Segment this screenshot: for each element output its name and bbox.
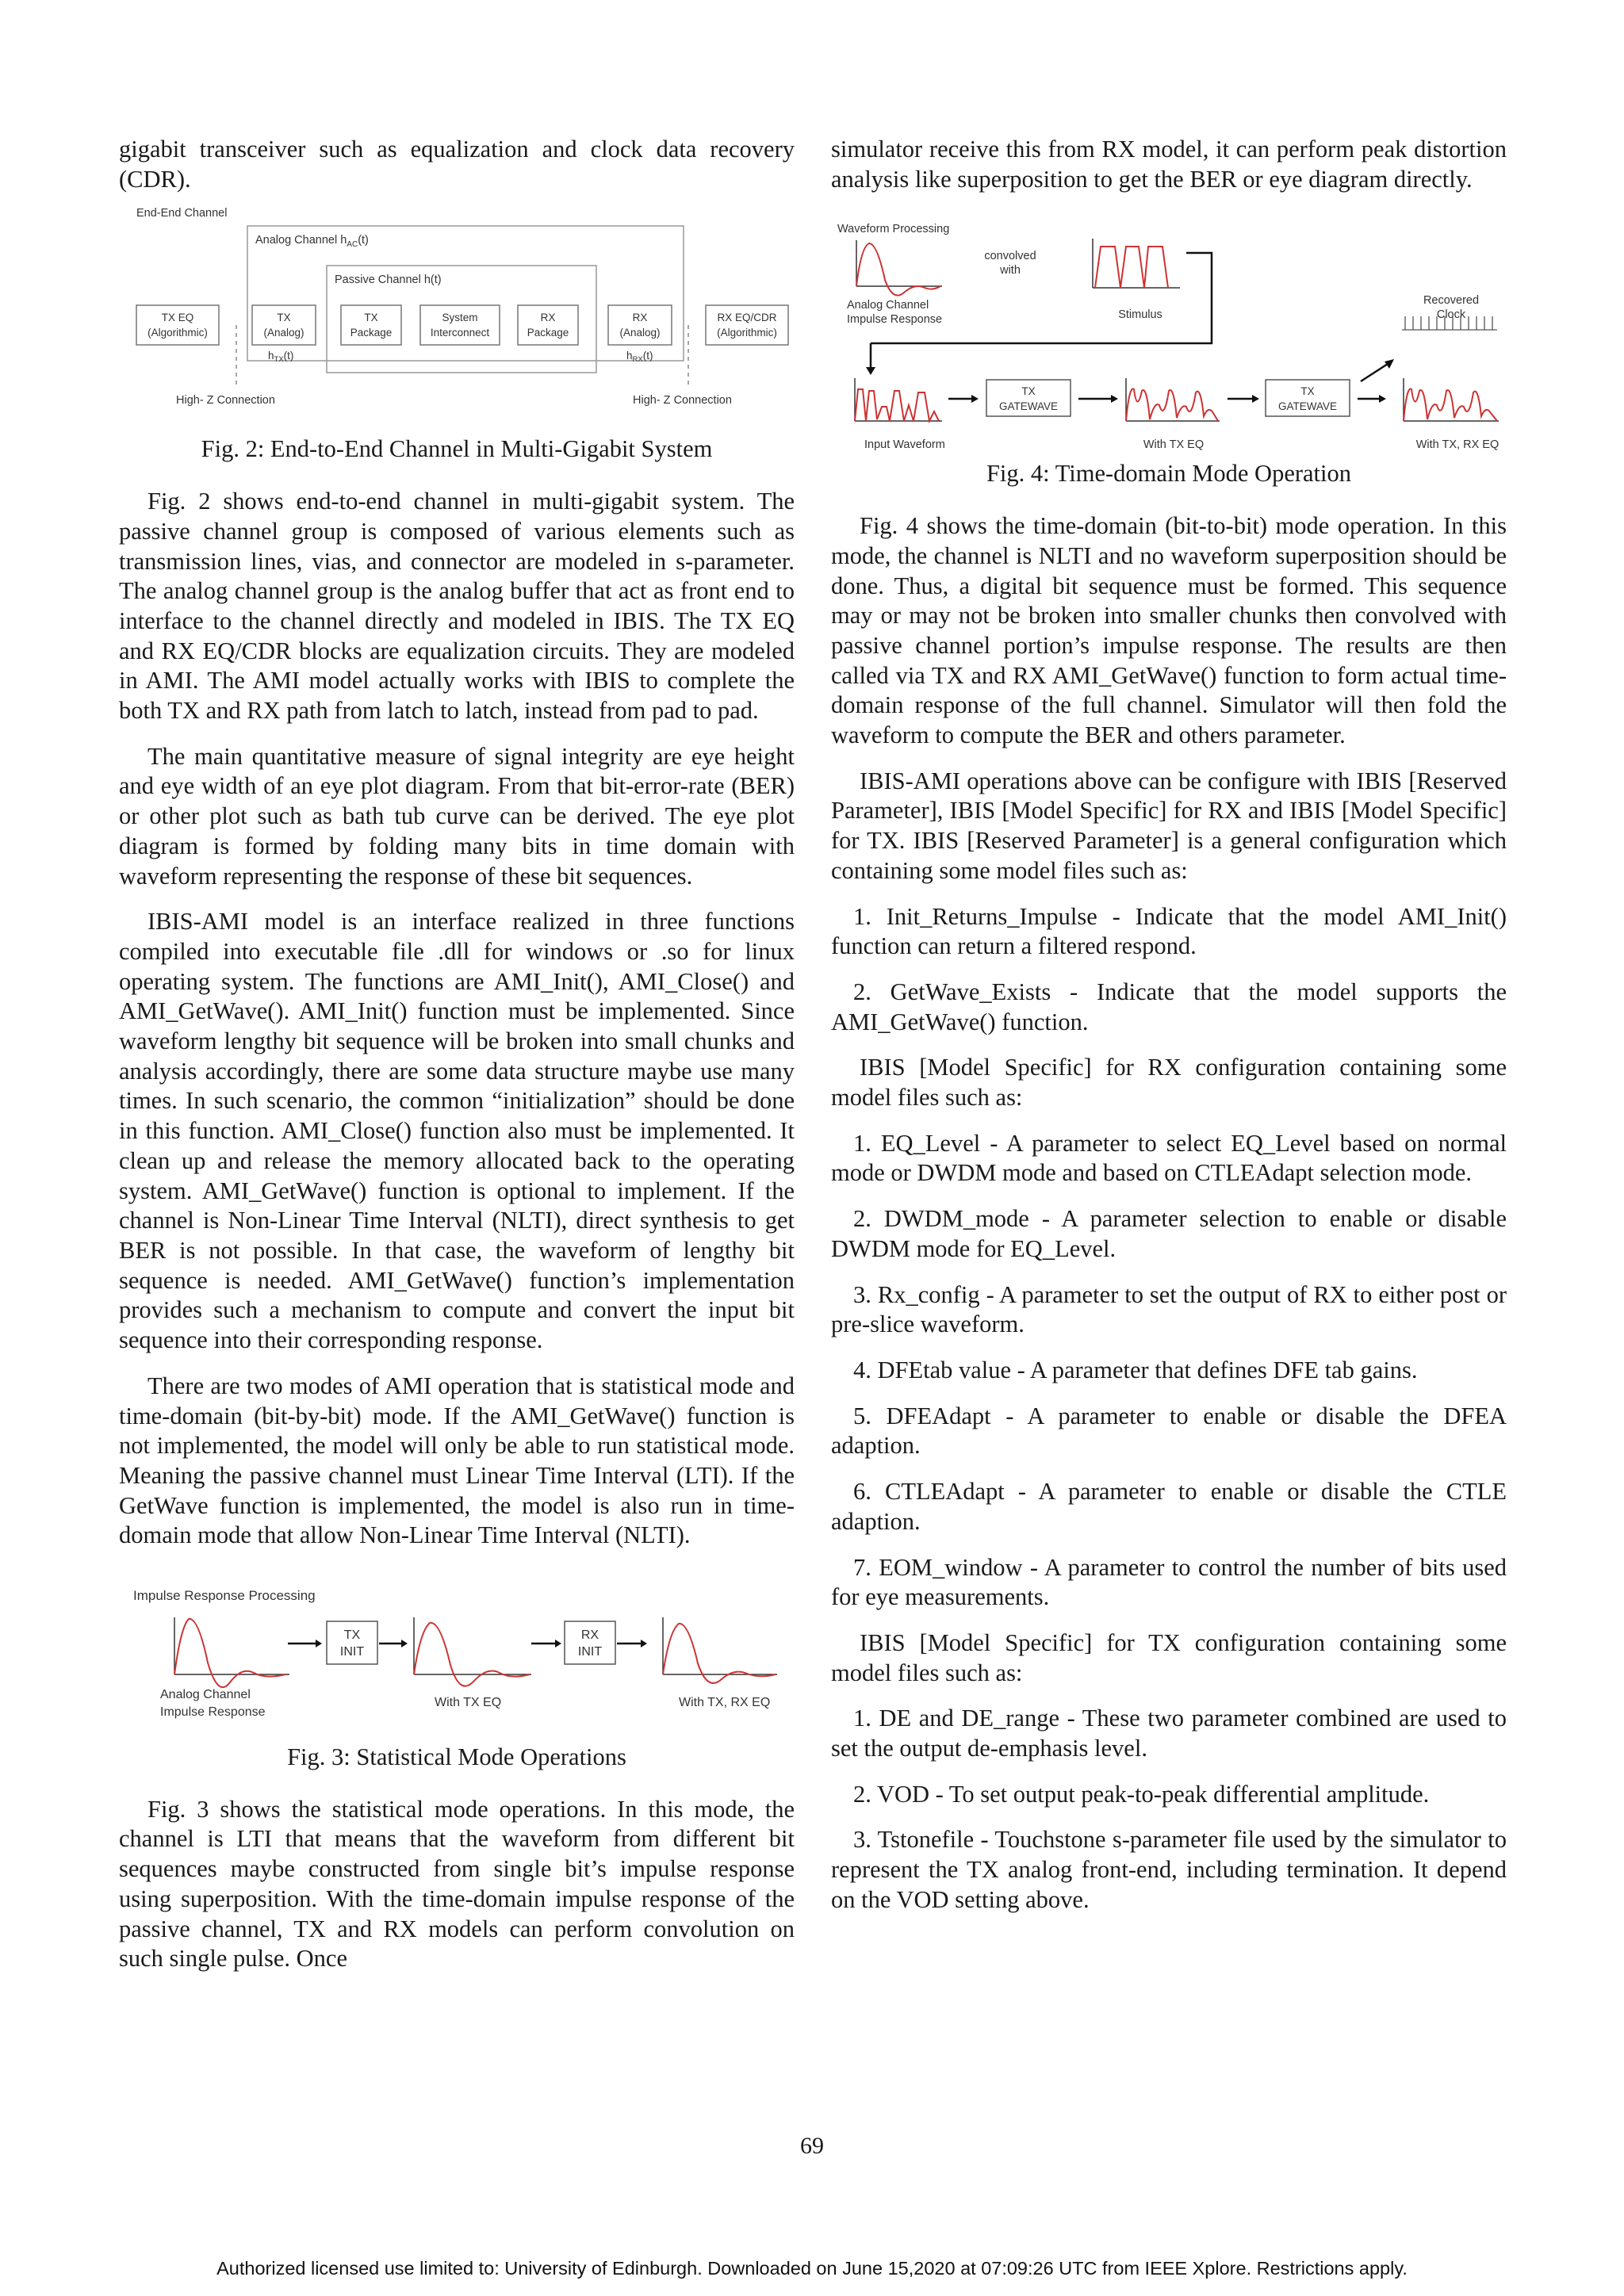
paragraph: The main quantitative measure of signal integrity are eye height and eye width of an eye plot diagram. From that bit-error-rate (BER) or other plot such as bath tub curve can be derived. The eye plot diagram is formed by folding many bits in time domain with waveform representing the response of these bit sequences.	[119, 742, 795, 890]
stimulus-waveform	[1095, 247, 1168, 288]
fig2-label: Passive Channel h(t)	[335, 274, 442, 287]
svg-text:Package: Package	[350, 327, 393, 339]
svg-text:GATEWAVE: GATEWAVE	[998, 400, 1059, 413]
list-item: 2. DWDM_mode - A parameter selection to enable or disable DWDM mode for EQ_Level.	[831, 1205, 1507, 1262]
svg-text:With TX, RX EQ: With TX, RX EQ	[1415, 438, 1500, 452]
svg-text:(Algorithmic): (Algorithmic)	[147, 327, 208, 339]
svg-text:Clock: Clock	[1436, 308, 1466, 322]
svg-text:convolved: convolved	[984, 250, 1036, 263]
svg-text:Impulse Response: Impulse Response	[160, 1705, 266, 1720]
with-txrx-waveform	[1404, 389, 1497, 422]
figure-2	[119, 202, 795, 465]
list-item: 1. Init_Returns_Impulse - Indicate that the model AMI_Init() function can return a filtered respond.	[831, 902, 1507, 960]
fig2-label: $h_{RX}(t)$	[626, 350, 653, 365]
list-item: 4. DFEtab value - A parameter that defines DFE tab gains.	[853, 1356, 1418, 1383]
svg-text:INIT: INIT	[339, 1645, 365, 1659]
svg-text:Impulse Response: Impulse Response	[847, 313, 943, 327]
list-item: 3. Tstonefile - Touchstone s-parameter file used by the simulator to represent the TX analog front-end, including termination. It depend on the VOD setting above.	[831, 1826, 1507, 1913]
paragraph: IBIS-AMI model is an interface realized in three functions compiled into executable file .dll for windows or .so for linux operating system. The functions are AMI_Init(), AMI_Close() and AMI_GetWave(). AMI_Init() function must be implemented. Since waveform lengthy bit sequence will be broken into small chunks and analysis accordingly, there are some data structure maybe use many times. In such scenario, the common “initialization” should be done in this function. AMI_Close() function also must be implemented. It clean up and release the memory allocated back to the operating system. AMI_GetWave() function is optional to implement. If the channel is Non-Linear Time Interval (NLTI), direct synthesis to get BER is not possible. In that case, the waveform of lengthy bit sequence is needed. AMI_GetWave() function’s implementation provides such a mechanism to compute and convert the input bit sequence into their corresponding response.	[119, 908, 795, 1354]
list-item: 6. CTLEAdapt - A parameter to enable or disable the CTLE adaption.	[831, 1478, 1507, 1535]
figure-caption: Fig. 3: Statistical Mode Operations	[287, 1743, 626, 1771]
svg-text:TX: TX	[277, 312, 291, 324]
fig2-label: High- Z Connection	[633, 394, 732, 408]
svg-text:(Algorithmic): (Algorithmic)	[717, 327, 777, 339]
svg-text:TX: TX	[1021, 385, 1036, 398]
page-number: 69	[800, 2133, 824, 2159]
fig2-label: $h_{TX}(t)$	[268, 350, 294, 365]
paragraph: Fig. 3 shows the statistical mode operations. In this mode, the channel is LTI that means that the waveform from different bit sequences maybe constructed from single bit’s impulse response using superposition. With the time-domain impulse response of the passive channel, TX and RX models can perform convolution on such single pulse. Once	[119, 1795, 795, 1973]
svg-text:INIT: INIT	[577, 1645, 603, 1659]
list-item: 1. DE and DE_range - These two parameter combined are used to set the output de-emphasis level.	[831, 1705, 1507, 1762]
svg-text:TX EQ: TX EQ	[161, 312, 194, 324]
figure-caption: Fig. 4: Time-domain Mode Operation	[986, 460, 1352, 488]
list-item: 2. VOD - To set output peak-to-peak differential amplitude.	[853, 1780, 1430, 1808]
svg-text:RX: RX	[632, 312, 648, 324]
fig3-title: Impulse Response Processing	[133, 1588, 316, 1604]
svg-text:Recovered: Recovered	[1423, 294, 1480, 308]
figure-4	[831, 223, 1507, 489]
figure-caption: Fig. 2: End-to-End Channel in Multi-Gigabit System	[201, 435, 713, 463]
paragraph: IBIS-AMI operations above can be configure with IBIS [Reserved Parameter], IBIS [Model Specific] for RX and IBIS [Model Specific] for TX. IBIS [Reserved Parameter] is a general configuration which containing some model files such as:	[831, 767, 1507, 884]
paragraph: IBIS [Model Specific] for RX configuration containing some model files such as:	[831, 1054, 1507, 1112]
svg-text:TX: TX	[343, 1628, 361, 1643]
svg-text:GATEWAVE: GATEWAVE	[1277, 400, 1338, 413]
left-column	[119, 135, 795, 1974]
paragraph: IBIS [Model Specific] for TX configuration containing some model files such as:	[831, 1628, 1507, 1686]
feedback-arrow	[871, 253, 1212, 343]
list-item: 3. Rx_config - A parameter to set the output of RX to either post or pre-slice waveform.	[831, 1280, 1507, 1338]
svg-text:TX: TX	[364, 312, 378, 324]
waveform-with-tx	[414, 1623, 530, 1686]
arrow	[1361, 364, 1388, 381]
fig4-title: Waveform Processing	[837, 223, 950, 236]
time-domain-diagram	[831, 223, 1507, 454]
with-tx-waveform	[1126, 389, 1218, 422]
statistical-mode-diagram	[119, 1587, 795, 1738]
list-item: 5. DFEAdapt - A parameter to enable or disable the DFEA adaption.	[831, 1402, 1507, 1460]
svg-text:RX: RX	[540, 312, 556, 324]
paragraph: Fig. 2 shows end-to-end channel in multi-gigabit system. The passive channel group is composed of various elements such as transmission lines, vias, and connector are modeled in s-parameter. The analog channel group is the analog buffer that act as front end to interface to the channel directly and modeled in IBIS. The TX EQ and RX EQ/CDR blocks are equalization circuits. They are modeled in AMI. The AMI model actually works with IBIS to complete the both TX and RX path from latch to latch, instead from pad to pad.	[119, 488, 795, 725]
list-item: 1. EQ_Level - A parameter to select EQ_Level based on normal mode or DWDM mode and based on CTLEAdapt selection mode.	[831, 1129, 1507, 1187]
svg-text:TX: TX	[1300, 385, 1315, 398]
svg-text:RX EQ/CDR: RX EQ/CDR	[717, 312, 777, 324]
svg-text:Analog Channel: Analog Channel	[847, 299, 929, 312]
input-waveform	[855, 389, 939, 421]
svg-text:Input Waveform: Input Waveform	[864, 438, 945, 452]
paragraph: simulator receive this from RX model, it can perform peak distortion analysis like superposition to get the BER or eye diagram directly.	[831, 136, 1507, 193]
svg-text:Package: Package	[527, 327, 569, 339]
svg-text:Stimulus: Stimulus	[1118, 308, 1162, 322]
svg-text:With TX EQ: With TX EQ	[435, 1696, 502, 1710]
svg-text:with: with	[1000, 264, 1021, 277]
right-column	[831, 135, 1507, 1915]
paragraph: There are two modes of AMI operation that is statistical mode and time-domain (bit-by-bit) mode. If the AMI_GetWave() function is not implemented, the model will only be able to run statistical mode. Meaning the passive channel must Linear Time Interval (LTI). If the GetWave function is implemented, the model is also run in time-domain mode that allow Non-Linear Time Interval (NLTI).	[119, 1372, 795, 1549]
svg-text:(Analog): (Analog)	[263, 327, 304, 339]
svg-text:System: System	[442, 312, 478, 324]
figure-3	[119, 1587, 795, 1773]
impulse-waveform	[174, 1619, 285, 1687]
end-to-end-channel-diagram	[119, 202, 795, 428]
svg-text:With TX, RX EQ: With TX, RX EQ	[679, 1696, 771, 1710]
impulse-waveform	[856, 243, 940, 296]
fig2-label: High- Z Connection	[176, 394, 275, 408]
list-item: 7. EOM_window - A parameter to control the number of bits used for eye measurements.	[831, 1553, 1507, 1611]
paragraph: gigabit transceiver such as equalization and clock data recovery (CDR).	[119, 136, 795, 193]
svg-text:(Analog): (Analog)	[619, 327, 661, 339]
fig2-label: End-End Channel	[136, 207, 228, 220]
svg-text:With TX EQ: With TX EQ	[1143, 438, 1205, 452]
svg-text:RX: RX	[580, 1628, 599, 1643]
list-item: 2. GetWave_Exists - Indicate that the model supports the AMI_GetWave() function.	[831, 978, 1507, 1035]
footer-license: Authorized licensed use limited to: University of Edinburgh. Downloaded on June 15,2020 at 07:09:26 UTC from IEEE Xplore. Restrictions apply.	[216, 2258, 1408, 2279]
fig2-label: Analog Channel $h_{AC}(t)$	[255, 234, 369, 250]
paragraph: Fig. 4 shows the time-domain (bit-to-bit) mode operation. In this mode, the channel is NLTI and no waveform superposition should be done. Thus, a digital bit sequence must be formed. This sequence may or may not be broken into smaller chunks then convolved with passive channel portion’s impulse response. The results are then called via TX and RX AMI_GetWave() function to form actual time-domain response of the full channel. Simulator will then fold the waveform to compute the BER and others parameter.	[831, 512, 1507, 749]
svg-text:Interconnect: Interconnect	[430, 327, 490, 339]
svg-text:Analog Channel: Analog Channel	[160, 1688, 251, 1702]
